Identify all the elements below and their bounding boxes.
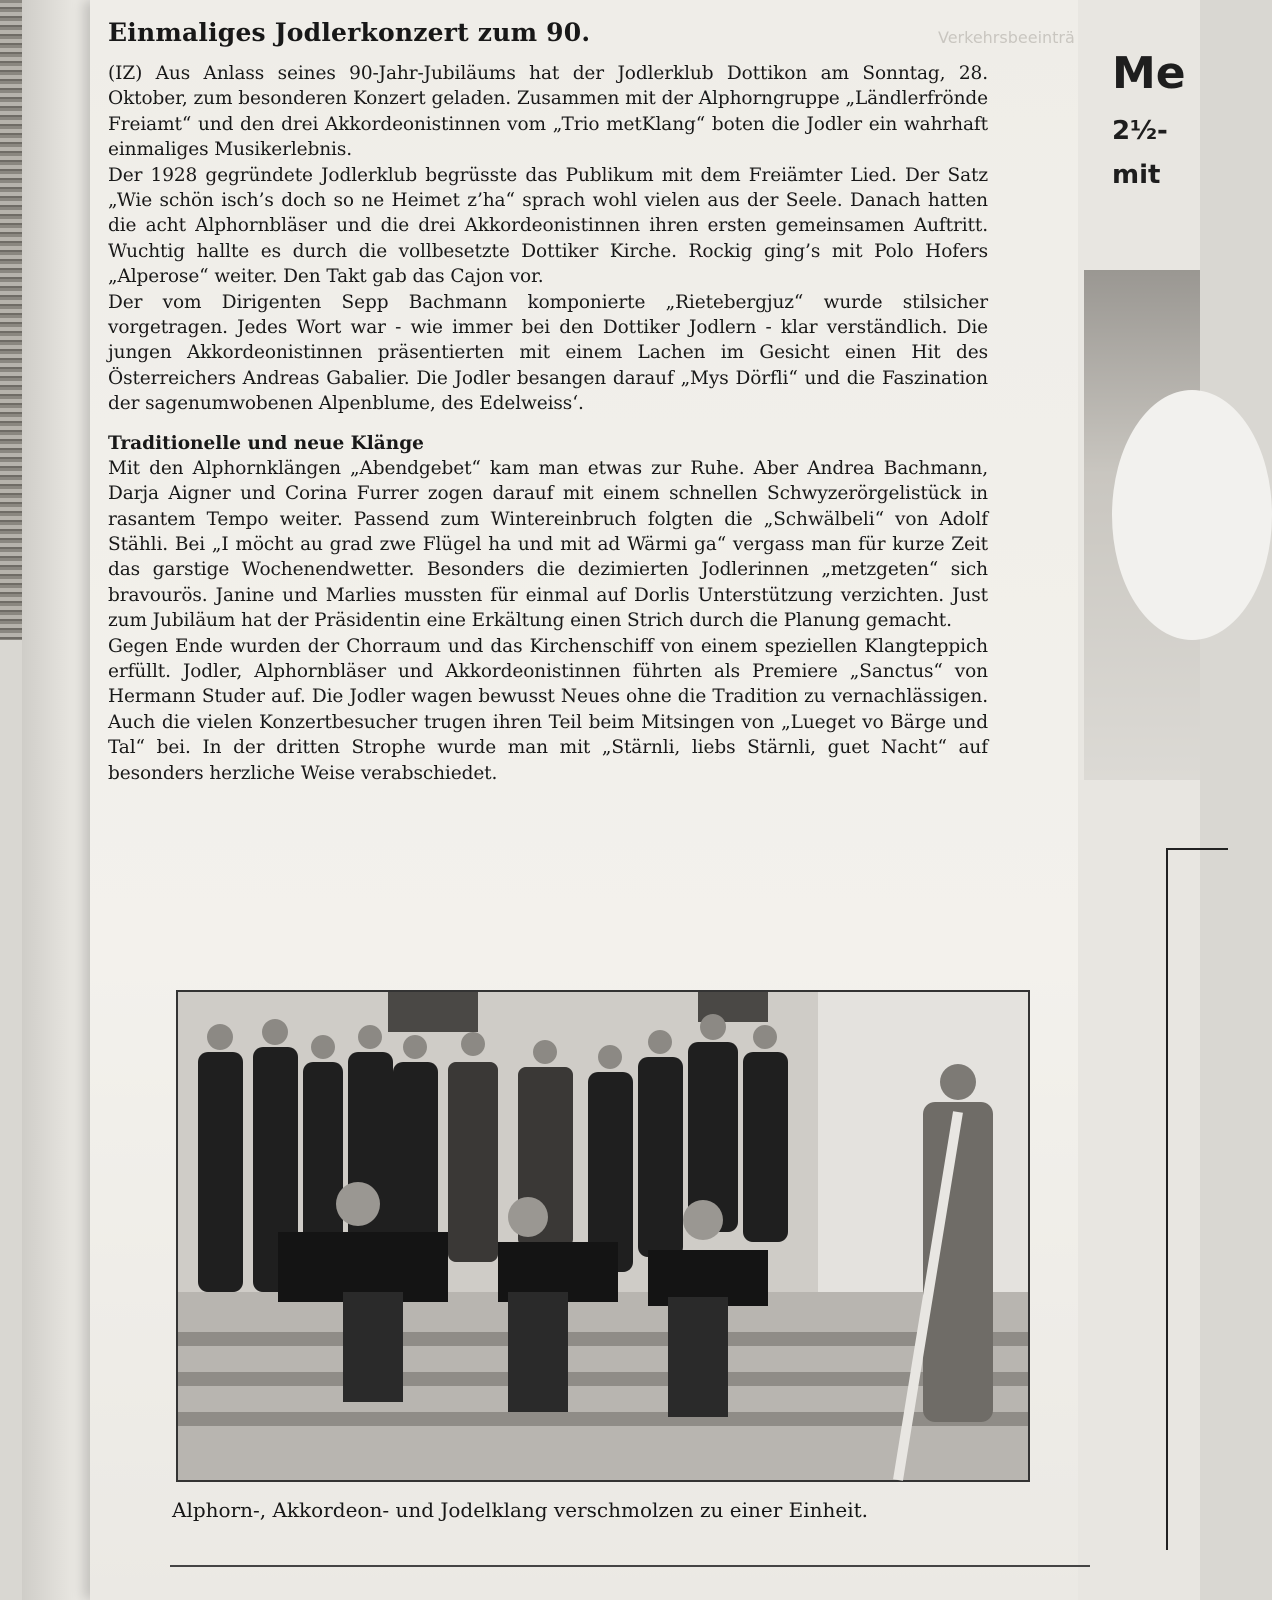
right-page-line-2: mit [1112,160,1161,190]
adjacent-page-photo-strip [0,0,24,640]
concert-photo [176,990,1030,1482]
article-headline: Einmaliges Jodlerkonzert zum 90. [108,18,591,47]
concert-photo-illustration [178,992,1028,1480]
adjacent-right-page [938,0,1200,1600]
article-paragraph: Der 1928 gegründete Jodlerklub begrüsste das Publikum mit dem Freiämter Lied. Der Satz „Wie schön isch’s doch so ne Heimet z’ha“ sprach wohl vielen aus der Seele. Danach hatten die acht Alphornbläser und die drei Akkordeonistinnen ihren ersten gemeinsamen Auftritt. Wuchtig hallte es durch die vollbesetzte Dottiker Kirche. Rockig ging’s mit Polo Hofers „Alperose“ weiter. Den Takt gab das Cajon vor. [108,164,988,288]
article-paragraph: Der vom Dirigenten Sepp Bachmann komponierte „Rietebergjuz“ wurde stilsicher vorgetragen. Jedes Wort war - wie immer bei den Dottiker Jodlern - klar verständlich. Die jungen Akkordeonistinnen präsentierten mit einem Lachen im Gesicht einen Hit des Österreichers Andreas Gabalier. Die Jodler besangen darauf „Mys Dörfli“ und die Faszination der sagenumwobenen Alpenblume, des Edelweiss‘. [108,291,988,415]
article-paragraph: Gegen Ende wurden der Chorraum und das Kirchenschiff von einem speziellen Klangteppich erfüllt. Jodler, Alphornbläser und Akkordeonistinnen führten als Premiere „Sanctus“ von Hermann Studer auf. Die Jodler wagen bewusst Neues ohne die Tradition zu vernachlässigen. Auch die vielen Konzertbesucher trugen ihren Teil beim Mitsingen von „Lueget vo Bärge und Tal“ bei. In der dritten Strophe wurde man mit „Stärnli, liebs Stärnli, guet Nacht“ auf besonders herzliche Weise verabschiedet. [108,635,988,784]
right-page-box-frame [1166,848,1228,1550]
bottom-rule [170,1565,1090,1567]
article-body [108,61,988,786]
article [108,18,988,786]
photo-caption: Alphorn-, Akkordeon- und Jodelklang verschmolzen zu einer Einheit. [172,1498,869,1522]
right-page-photo [1084,270,1200,780]
article-paragraph: Mit den Alphornklängen „Abendgebet“ kam man etwas zur Ruhe. Aber Andrea Bachmann, Darja Aigner und Corina Furrer zogen darauf mit einem schnellen Schwyzerörgelistück in rasantem Tempo weiter. Passend zum Wintereinbruch folgten die „Schwälbeli“ von Adolf Stähli. Bei „I möcht au grad zwe Flügel ha und mit ad Wärmi ga“ vergass man für kurze Zeit das garstige Wochenendwetter. Besonders die dezimierten Jodlerinnen „metzgeten“ sich bravourös. Janine und Marlies mussten für einmal auf Dorlis Unterstützung verzichten. Just zum Jubiläum hat der Präsidentin eine Erkältung einen Strich durch die Planung gemacht. [108,457,988,632]
right-page-heading: Me [1112,48,1186,99]
article-subheading: Traditionelle und neue Klänge [108,432,424,454]
right-page-faded-header: Verkehrsbeeinträ [938,28,1075,47]
article-paragraph: (IZ) Aus Anlass seines 90-Jahr-Jubiläums hat der Jodlerklub Dottikon am Sonntag, 28. Oktober, zum besonderen Konzert geladen. Zusammen mit der Alphorngruppe „Ländlerfrönde Freiamt“ und den drei Akkordeonistinnen vom „Trio metKlang“ boten die Jodler ein wahrhaft einmaliges Musikerlebnis. [108,63,988,161]
right-page-line-1: 2½- [1112,116,1168,146]
